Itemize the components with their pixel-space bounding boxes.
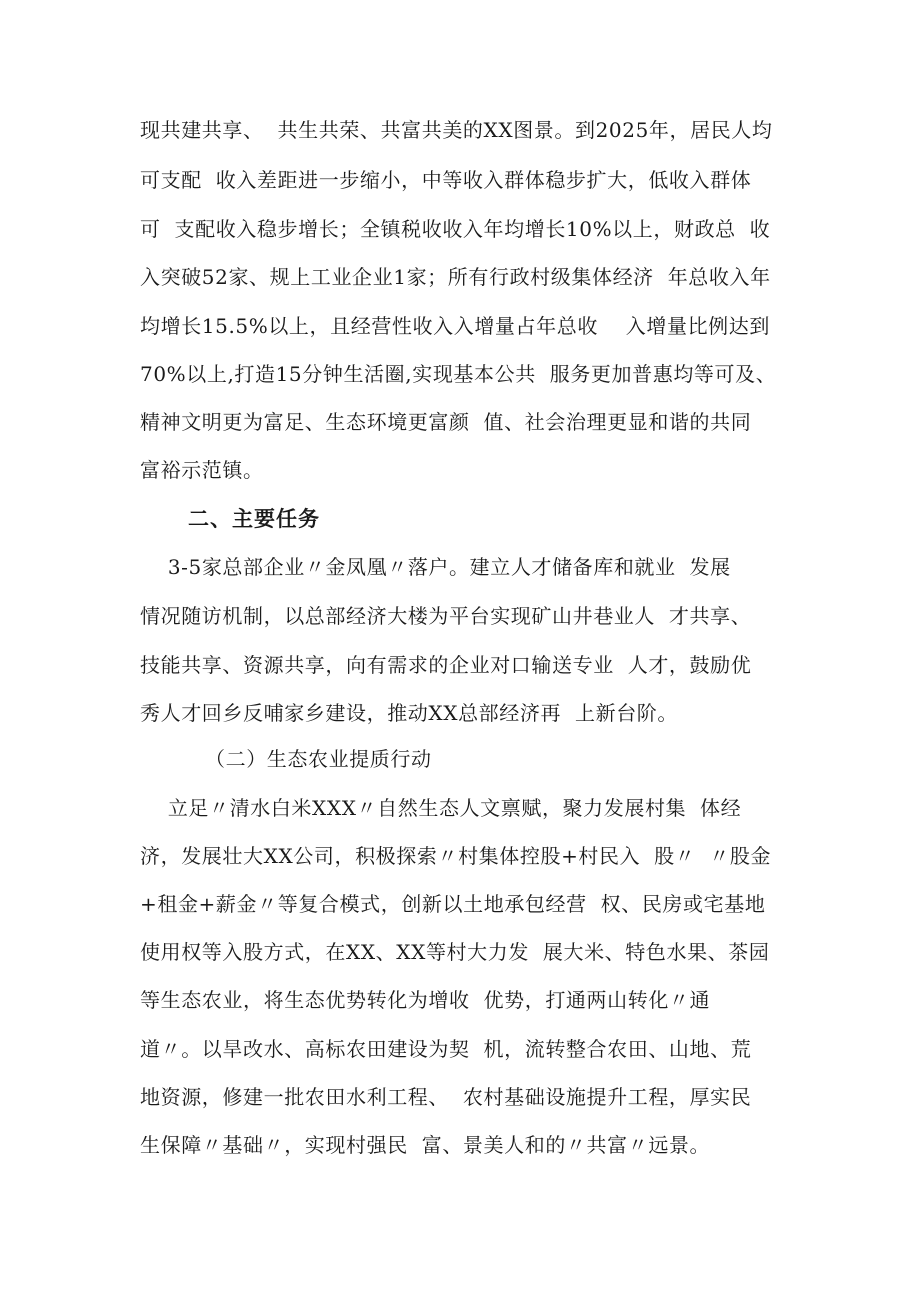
section-heading: 二、主要任务	[188, 506, 320, 531]
paragraph-line: 3-5家总部企业〃金凤凰〃落户。建立人才储备库和就业 发展	[140, 555, 731, 579]
paragraph-line: 道〃。以旱改水、高标农田建设为契 机，流转整合农田、山地、荒	[140, 1037, 752, 1061]
subsection-heading: （二）生态农业提质行动	[205, 747, 432, 771]
paragraph-line: 立足〃清水白米XXX〃自然生态人文禀赋，聚力发展村集 体经	[140, 796, 742, 820]
paragraph-line: +租金+薪金〃等复合模式，创新以土地承包经营 权、民房或宅基地	[140, 892, 766, 916]
paragraph-line: 使用权等入股方式，在XX、XX等村大力发 展大米、特色水果、茶园	[140, 940, 770, 964]
paragraph-line: 技能共享、资源共享，向有需求的企业对口输送专业 人才，鼓励优	[140, 653, 752, 677]
paragraph-line: 均增长15.5%以上，且经营性收入入增量占年总收 入增量比例达到	[140, 314, 770, 338]
paragraph-line: 富裕示范镇。	[140, 458, 264, 482]
paragraph-line: 济，发展壮大XX公司，积极探索〃村集体控股+村民入 股〃 〃股金	[140, 844, 772, 868]
paragraph-line: 等生态农业，将生态优势转化为增收 优势，打通两山转化〃通	[140, 988, 711, 1012]
paragraph-line: 现共建共享、 共生共荣、共富共美的XX图景。到2025年，居民人均	[140, 118, 773, 142]
paragraph-line: 精神文明更为富足、生态环境更富颜 值、社会治理更显和谐的共同	[140, 410, 752, 434]
paragraph-line: 生保障〃基础〃，实现村强民 富、景美人和的〃共富〃远景。	[140, 1133, 711, 1157]
paragraph-line: 70%以上,打造15分钟生活圈,实现基本公共 服务更加普惠均等可及、	[140, 362, 777, 386]
paragraph-line: 可支配 收入差距进一步缩小，中等收入群体稳步扩大，低收入群体	[140, 168, 752, 192]
paragraph-line: 秀人才回乡反哺家乡建设，推动XX总部经济再 上新台阶。	[140, 701, 678, 725]
paragraph-line: 情况随访机制，以总部经济大楼为平台实现矿山井巷业人 才共享、	[140, 604, 752, 628]
paragraph-line: 地资源，修建一批农田水利工程、 农村基础设施提升工程，厚实民	[140, 1085, 752, 1109]
paragraph-line: 入突破52家、规上工业企业1家；所有行政村级集体经济 年总收入年	[140, 265, 771, 289]
paragraph-line: 可 支配收入稳步增长；全镇税收收入年均增长10%以上，财政总 收	[140, 217, 771, 241]
